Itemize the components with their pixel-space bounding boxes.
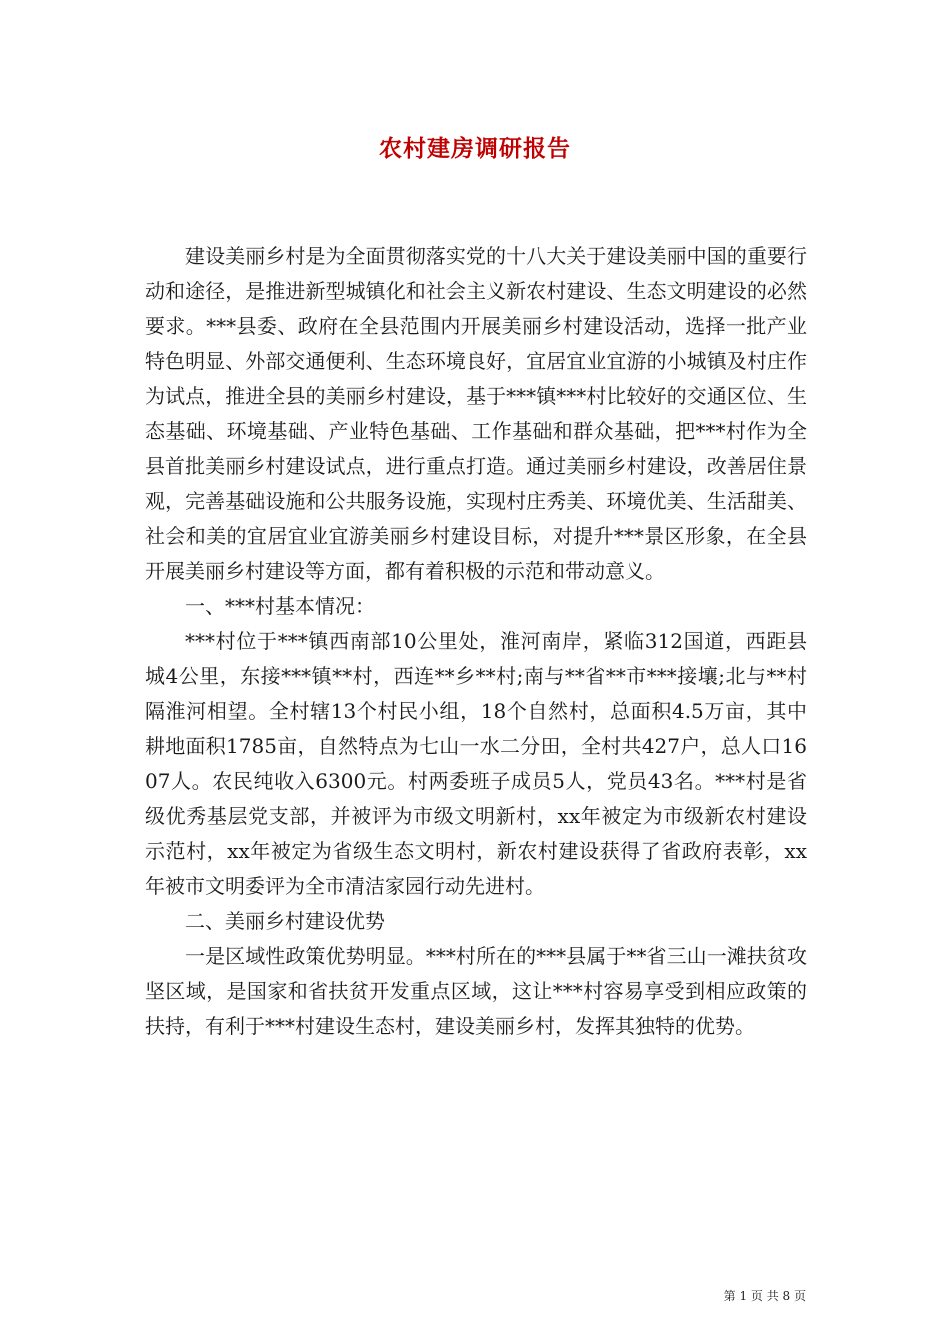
paragraph-intro: 建设美丽乡村是为全面贯彻落实党的十八大关于建设美丽中国的重要行动和途径，是推进新型城镇化和社会主义新农村建设、生态文明建设的必然要求。***县委、政府在全县范围内开展美丽乡村建设活动，选择一批产业特色明显、外部交通便利、生态环境良好，宜居宜业宜游的小城镇及村庄作为试点，推进全县的美丽乡村建设，基于***镇***村比较好的交通区位、生态基础、环境基础、产业特色基础、工作基础和群众基础，把***村作为全县首批美丽乡村建设试点，进行重点打造。通过美丽乡村建设，改善居住景观，完善基础设施和公共服务设施，实现村庄秀美、环境优美、生活甜美、社会和美的宜居宜业宜游美丽乡村建设目标，对提升***景区形象，在全县开展美丽乡村建设等方面，都有着积极的示范和带动意义。 xyxy=(145,244,807,583)
paragraph-advantage-one: 一是区域性政策优势明显。***村所在的***县属于**省三山一滩扶贫攻坚区域，是国家和省扶贫开发重点区域，这让***村容易享受到相应政策的扶持，有利于***村建设生态村，建设美丽乡村，发挥其独特的优势。 xyxy=(145,944,807,1038)
page-number-footer: 第 1 页 共 8 页 xyxy=(723,1289,806,1303)
document-body xyxy=(145,239,807,1044)
section-heading-basic-info: 一、***村基本情况： xyxy=(185,594,375,618)
document-title: 农村建房调研报告 xyxy=(379,135,571,162)
section-heading-advantages: 二、美丽乡村建设优势 xyxy=(185,909,385,933)
paragraph-basic-info: ***村位于***镇西南部10公里处，淮河南岸，紧临312国道，西距县城4公里，东接***镇**村，西连**乡**村;南与**省**市***接壤;北与**村隔淮河相望。全村辖13个村民小组，18个自然村，总面积4.5万亩，其中耕地面积1785亩，自然特点为七山一水二分田，全村共427户，总人口1607人。农民纯收入6300元。村两委班子成员5人，党员43名。***村是省级优秀基层党支部，并被评为市级文明新村，xx年被定为市级新农村建设示范村，xx年被定为省级生态文明村，新农村建设获得了省政府表彰，xx年被市文明委评为全市清洁家园行动先进村。 xyxy=(145,629,807,898)
